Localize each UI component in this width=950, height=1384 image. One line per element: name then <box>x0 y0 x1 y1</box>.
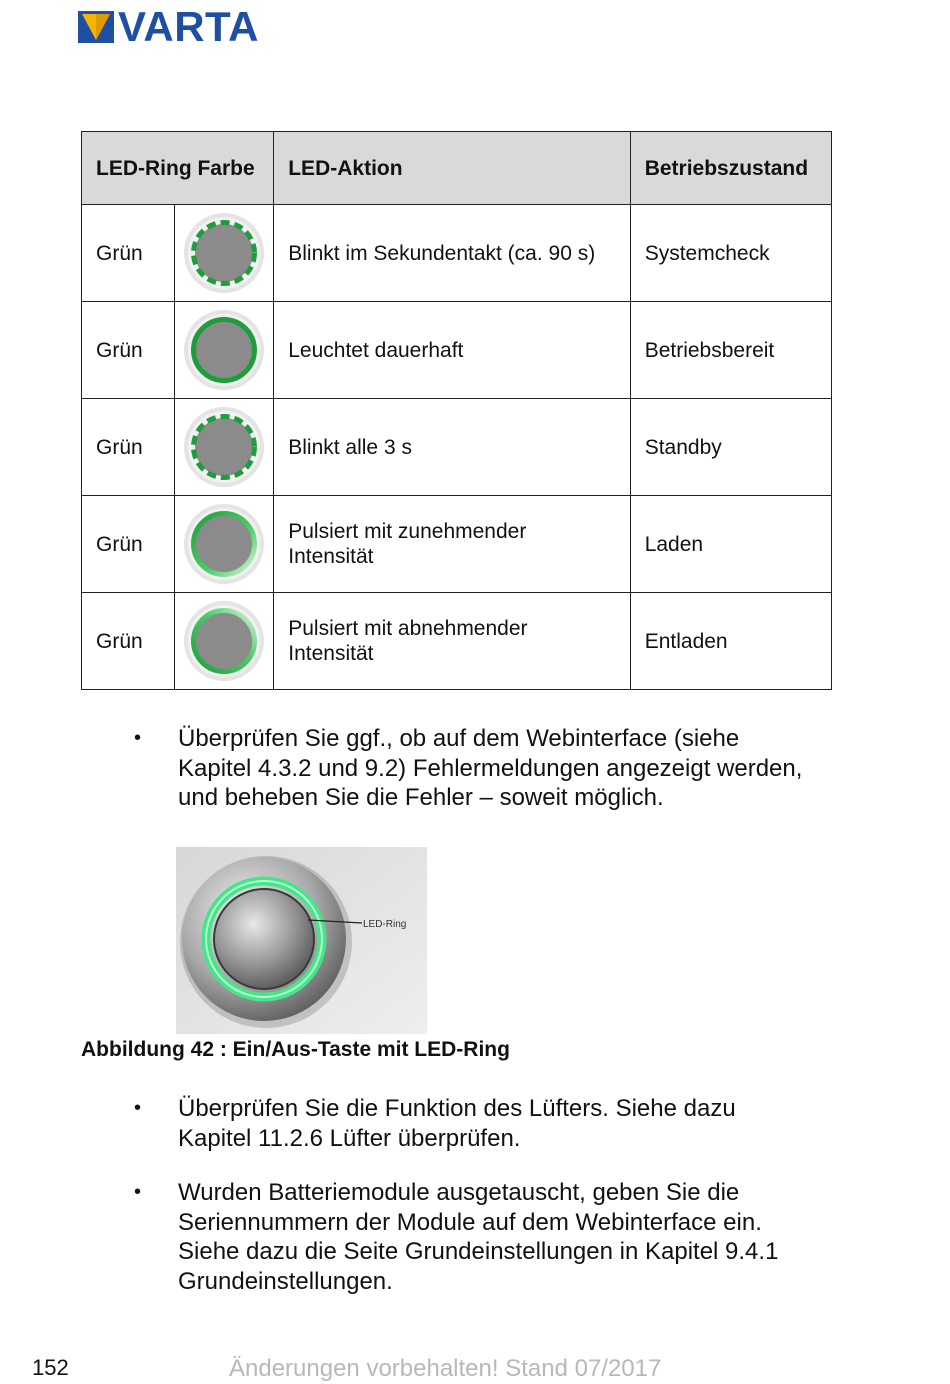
led-state-cell: Laden <box>630 496 831 593</box>
led-icon-cell <box>175 496 274 593</box>
led-action-cell: Blinkt alle 3 s <box>274 399 630 496</box>
page-number: 152 <box>32 1355 69 1380</box>
power-button-photo <box>176 847 427 1034</box>
bullet-text: Überprüfen Sie ggf., ob auf dem Webinterface (siehe Kapitel 4.3.2 und 9.2) Fehlermeldungen angezeigt werden, und beheben Sie die Fehler – soweit möglich. <box>178 725 803 811</box>
led-state-cell: Systemcheck <box>630 205 831 302</box>
led-icon-cell <box>175 399 274 496</box>
led-color-cell: Grün <box>82 399 175 496</box>
led-state-cell: Betriebsbereit <box>630 302 831 399</box>
led-color-cell: Grün <box>82 496 175 593</box>
led-color-cell: Grün <box>82 205 175 302</box>
bullet-list-top <box>130 724 810 838</box>
list-item <box>130 1178 810 1296</box>
bullet-text: Überprüfen Sie die Funktion des Lüfters. Siehe dazu Kapitel 11.2.6 Lüfter überprüfen. <box>178 1095 736 1152</box>
table-row <box>82 399 832 496</box>
ring-solid-icon <box>182 308 266 392</box>
led-icon-cell <box>175 302 274 399</box>
led-ring-label: LED-Ring <box>363 919 407 930</box>
header-led-ring-color: LED-Ring Farbe <box>82 132 274 205</box>
led-status-table <box>81 131 832 690</box>
bullet-text: Wurden Batteriemodule ausgetauscht, geben Sie die Seriennummern der Module auf dem Webinterface ein. Siehe dazu die Seite Grundeinstellungen in Kapitel 9.4.1 Grundeinstellungen. <box>178 1179 779 1295</box>
list-item <box>130 724 810 813</box>
led-icon-cell <box>175 205 274 302</box>
varta-emblem-icon <box>78 9 114 45</box>
led-color-cell: Grün <box>82 593 175 690</box>
table-header-row <box>82 132 832 205</box>
led-action-cell: Pulsiert mit zunehmender Intensität <box>274 496 630 593</box>
header-operating-state: Betriebszustand <box>630 132 831 205</box>
led-action-cell: Leuchtet dauerhaft <box>274 302 630 399</box>
ring-dashed-icon <box>182 405 266 489</box>
varta-logo <box>78 3 259 50</box>
brand-name: VARTA <box>118 3 259 50</box>
figure-caption: Abbildung 42 : Ein/Aus-Taste mit LED-Ring <box>81 1038 510 1061</box>
table-row <box>82 593 832 690</box>
footer-note: Änderungen vorbehalten! Stand 07/2017 <box>229 1355 662 1382</box>
bullet-icon: • <box>134 1181 142 1203</box>
led-action-cell: Pulsiert mit abnehmender Intensität <box>274 593 630 690</box>
bullet-icon: • <box>134 727 142 749</box>
led-icon-cell <box>175 593 274 690</box>
bullet-list-bottom <box>130 1094 810 1321</box>
led-state-cell: Entladen <box>630 593 831 690</box>
table-row <box>82 302 832 399</box>
header-led-action: LED-Aktion <box>274 132 630 205</box>
ring-gradient-down-icon <box>182 599 266 683</box>
led-state-cell: Standby <box>630 399 831 496</box>
led-action-cell: Blinkt im Sekundentakt (ca. 90 s) <box>274 205 630 302</box>
bullet-icon: • <box>134 1097 142 1119</box>
table-row <box>82 205 832 302</box>
led-color-cell: Grün <box>82 302 175 399</box>
ring-dashed-icon <box>182 211 266 295</box>
ring-gradient-up-icon <box>182 502 266 586</box>
list-item <box>130 1094 810 1153</box>
table-row <box>82 496 832 593</box>
